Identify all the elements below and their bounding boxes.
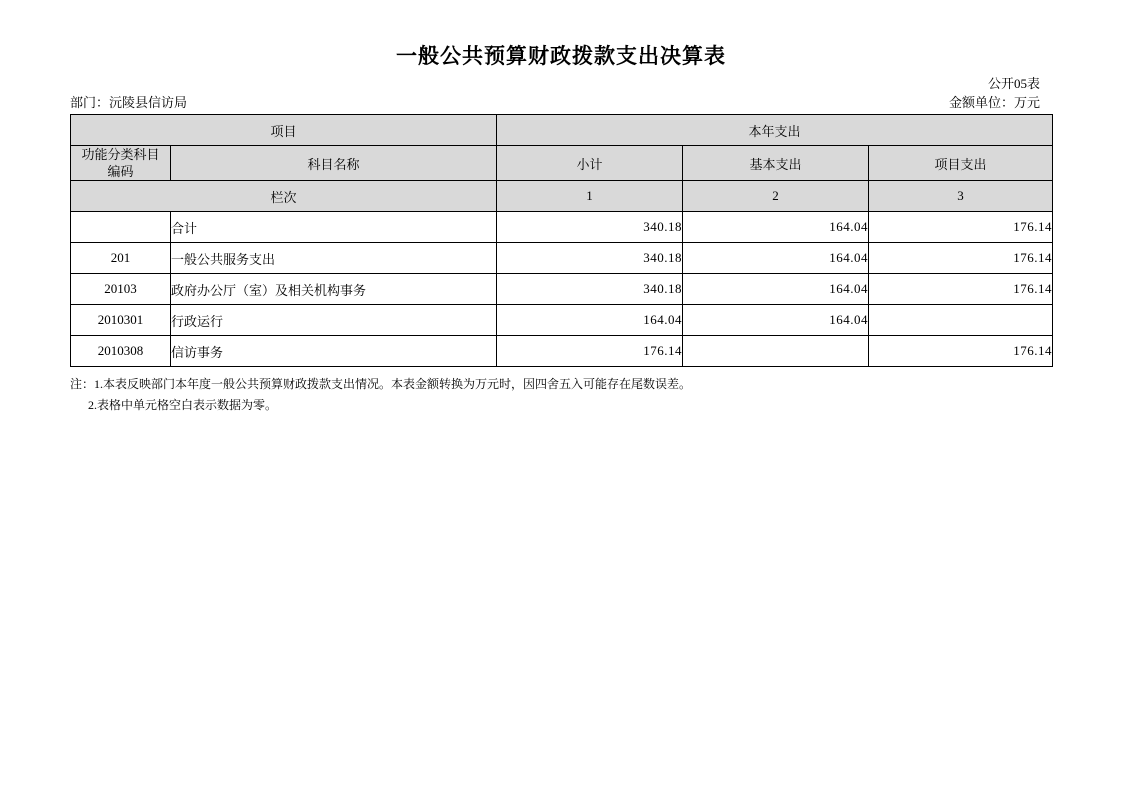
amount-unit-label: 金额单位：万元 xyxy=(948,95,1040,110)
column-header-function-code-line2: 编码 xyxy=(107,164,134,179)
note-1: 注：1.本表反映部门本年度一般公共预算财政拨款支出情况。本表金额转换为万元时，因四舍五入可能存在尾数误差。 xyxy=(70,377,692,391)
table-column-number-row xyxy=(71,181,1053,212)
row-name: 行政运行 xyxy=(171,305,497,336)
budget-expenditure-table xyxy=(70,114,1053,367)
table-group-header-row xyxy=(71,115,1053,146)
column-header-subject-name: 科目名称 xyxy=(171,146,497,181)
column-header-function-code-line1: 功能分类科目 xyxy=(81,147,160,162)
department-label: 部门：沅陵县信访局 xyxy=(70,95,188,110)
column-header-basic-expenditure: 基本支出 xyxy=(683,146,869,181)
group-header-current-year: 本年支出 xyxy=(497,115,1053,146)
row-project: 176.14 xyxy=(869,212,1053,243)
row-name: 信访事务 xyxy=(171,336,497,367)
row-code: 201 xyxy=(71,243,171,274)
page-title: 一般公共预算财政拨款支出决算表 xyxy=(396,45,726,68)
table-row xyxy=(71,305,1053,336)
group-header-item: 项目 xyxy=(71,115,497,146)
note-2: 2.表格中单元格空白表示数据为零。 xyxy=(88,398,278,412)
row-project: 176.14 xyxy=(869,274,1053,305)
row-project xyxy=(869,305,1053,336)
column-number-3: 3 xyxy=(869,181,1053,212)
table-notes xyxy=(70,374,691,416)
column-header-subtotal: 小计 xyxy=(497,146,683,181)
column-number-1: 1 xyxy=(497,181,683,212)
table-row xyxy=(71,274,1053,305)
row-code: 20103 xyxy=(71,274,171,305)
row-subtotal: 340.18 xyxy=(497,243,683,274)
row-project: 176.14 xyxy=(869,243,1053,274)
column-number-2: 2 xyxy=(683,181,869,212)
row-subtotal: 164.04 xyxy=(497,305,683,336)
table-row xyxy=(71,243,1053,274)
row-name: 一般公共服务支出 xyxy=(171,243,497,274)
row-basic: 164.04 xyxy=(683,305,869,336)
table-column-header-row xyxy=(71,146,1053,181)
column-header-project-expenditure: 项目支出 xyxy=(869,146,1053,181)
row-basic xyxy=(683,336,869,367)
row-code xyxy=(71,212,171,243)
row-name: 政府办公厅（室）及相关机构事务 xyxy=(171,274,497,305)
row-code: 2010301 xyxy=(71,305,171,336)
row-basic: 164.04 xyxy=(683,243,869,274)
column-number-label: 栏次 xyxy=(71,181,497,212)
table-row xyxy=(71,212,1053,243)
row-subtotal: 176.14 xyxy=(497,336,683,367)
row-basic: 164.04 xyxy=(683,212,869,243)
row-name: 合计 xyxy=(171,212,497,243)
row-project: 176.14 xyxy=(869,336,1053,367)
form-code-label: 公开05表 xyxy=(987,76,1040,91)
row-basic: 164.04 xyxy=(683,274,869,305)
row-subtotal: 340.18 xyxy=(497,274,683,305)
row-subtotal: 340.18 xyxy=(497,212,683,243)
column-header-function-code xyxy=(71,146,171,181)
table-row xyxy=(71,336,1053,367)
row-code: 2010308 xyxy=(71,336,171,367)
